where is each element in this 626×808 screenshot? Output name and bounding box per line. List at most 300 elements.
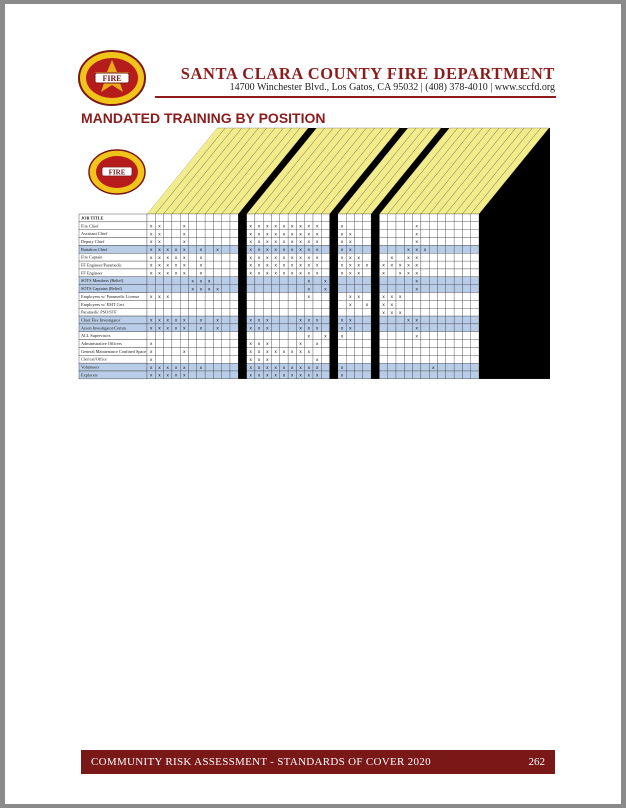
training-required-mark: x bbox=[315, 271, 319, 277]
training-required-mark: x bbox=[149, 248, 153, 253]
training-required-mark: x bbox=[291, 365, 294, 371]
job-title-label: Deputy Chief bbox=[81, 238, 105, 244]
training-required-mark: x bbox=[357, 255, 360, 261]
job-title-label: FF Engineer bbox=[81, 270, 103, 276]
matrix-cell bbox=[355, 222, 363, 230]
matrix-cell bbox=[421, 355, 429, 363]
matrix-cell bbox=[305, 300, 313, 308]
matrix-cell bbox=[255, 293, 263, 301]
matrix-cell bbox=[429, 300, 437, 308]
header-blank-cell bbox=[205, 214, 213, 222]
training-required-mark: x bbox=[315, 224, 319, 230]
training-required-mark: x bbox=[349, 326, 352, 332]
matrix-cell bbox=[454, 316, 462, 324]
matrix-cell bbox=[379, 277, 387, 285]
matrix-cell bbox=[404, 371, 412, 379]
matrix-cell bbox=[355, 347, 363, 355]
matrix-cell bbox=[180, 300, 188, 308]
matrix-cell bbox=[396, 371, 404, 379]
training-required-mark: x bbox=[266, 357, 269, 363]
job-title-label: ALL Supervisors bbox=[81, 333, 111, 339]
matrix-cell bbox=[230, 261, 238, 269]
matrix-cell bbox=[454, 285, 462, 293]
matrix-cell bbox=[346, 363, 354, 371]
training-required-mark: x bbox=[315, 373, 319, 379]
training-required-mark: x bbox=[324, 279, 327, 285]
matrix-cell bbox=[363, 277, 371, 285]
matrix-cell bbox=[321, 269, 329, 277]
matrix-cell bbox=[338, 293, 346, 301]
training-required-mark: x bbox=[174, 248, 178, 253]
matrix-cell bbox=[155, 277, 163, 285]
header-blank-cell bbox=[255, 214, 263, 222]
matrix-cell bbox=[213, 371, 221, 379]
matrix-cell bbox=[296, 332, 304, 340]
matrix-cell bbox=[321, 253, 329, 261]
matrix-cell bbox=[404, 332, 412, 340]
training-required-mark: x bbox=[390, 255, 394, 261]
job-title-label: Clerical/Office bbox=[81, 356, 107, 362]
matrix-cell bbox=[355, 316, 363, 324]
header-blank-cell bbox=[280, 214, 288, 222]
matrix-cell bbox=[222, 347, 230, 355]
matrix-cell bbox=[421, 363, 429, 371]
matrix-cell bbox=[222, 293, 230, 301]
training-required-mark: x bbox=[158, 263, 161, 269]
matrix-cell bbox=[363, 332, 371, 340]
matrix-cell bbox=[462, 285, 470, 293]
job-title-label: General Maintenance Confined Space bbox=[81, 348, 147, 354]
matrix-cell bbox=[454, 300, 462, 308]
matrix-cell bbox=[446, 293, 454, 301]
matrix-cell bbox=[454, 332, 462, 340]
matrix-cell bbox=[213, 277, 221, 285]
training-required-mark: x bbox=[407, 255, 410, 261]
matrix-cell bbox=[222, 308, 230, 316]
matrix-cell bbox=[272, 316, 280, 324]
matrix-cell bbox=[222, 253, 230, 261]
training-required-mark: x bbox=[340, 326, 344, 332]
matrix-cell bbox=[263, 285, 271, 293]
header-blank-cell bbox=[388, 214, 396, 222]
matrix-cell bbox=[462, 269, 470, 277]
matrix-cell bbox=[363, 355, 371, 363]
matrix-cell bbox=[363, 316, 371, 324]
matrix-cell bbox=[355, 340, 363, 348]
matrix-cell bbox=[230, 253, 238, 261]
matrix-cell bbox=[438, 371, 446, 379]
matrix-cell bbox=[180, 355, 188, 363]
matrix-cell bbox=[213, 300, 221, 308]
training-required-mark: x bbox=[266, 318, 269, 324]
matrix-cell bbox=[280, 316, 288, 324]
matrix-cell bbox=[280, 308, 288, 316]
matrix-cell bbox=[454, 355, 462, 363]
matrix-cell bbox=[197, 371, 205, 379]
matrix-cell bbox=[471, 285, 479, 293]
matrix-cell bbox=[471, 222, 479, 230]
matrix-cell bbox=[180, 332, 188, 340]
matrix-cell bbox=[321, 222, 329, 230]
matrix-cell bbox=[446, 261, 454, 269]
matrix-cell bbox=[263, 277, 271, 285]
matrix-cell bbox=[471, 238, 479, 246]
matrix-cell bbox=[189, 293, 197, 301]
matrix-cell bbox=[222, 332, 230, 340]
training-required-mark: x bbox=[274, 271, 277, 277]
badge-icon bbox=[89, 150, 145, 194]
matrix-cell bbox=[388, 355, 396, 363]
job-title-header: JOB TITLE bbox=[81, 215, 104, 221]
training-required-mark: x bbox=[257, 271, 261, 277]
matrix-cell bbox=[222, 277, 230, 285]
matrix-cell bbox=[346, 347, 354, 355]
training-required-mark: x bbox=[158, 373, 161, 379]
matrix-cell bbox=[471, 363, 479, 371]
matrix-cell bbox=[346, 340, 354, 348]
header-blank-cell bbox=[355, 214, 363, 222]
matrix-cell bbox=[429, 230, 437, 238]
matrix-cell bbox=[355, 363, 363, 371]
job-title-label: SOTS Captains (Relief) bbox=[81, 286, 123, 292]
matrix-cell bbox=[230, 245, 238, 253]
matrix-cell bbox=[189, 245, 197, 253]
matrix-cell bbox=[346, 355, 354, 363]
matrix-cell bbox=[388, 230, 396, 238]
header-blank-cell bbox=[471, 214, 479, 222]
matrix-cell bbox=[429, 253, 437, 261]
matrix-cell bbox=[247, 277, 255, 285]
matrix-cell bbox=[388, 340, 396, 348]
training-required-mark: x bbox=[149, 271, 153, 277]
matrix-cell bbox=[222, 245, 230, 253]
training-required-mark: x bbox=[249, 224, 252, 230]
matrix-cell bbox=[321, 363, 329, 371]
matrix-cell bbox=[172, 293, 180, 301]
matrix-cell bbox=[205, 355, 213, 363]
training-required-mark: x bbox=[257, 350, 261, 356]
matrix-cell bbox=[413, 300, 421, 308]
training-required-mark: x bbox=[266, 248, 269, 253]
training-required-mark: x bbox=[174, 365, 178, 371]
matrix-cell bbox=[413, 363, 421, 371]
matrix-cell bbox=[379, 332, 387, 340]
matrix-cell bbox=[205, 324, 213, 332]
matrix-cell bbox=[462, 355, 470, 363]
training-required-mark: x bbox=[315, 232, 319, 238]
matrix-cell bbox=[255, 285, 263, 293]
matrix-cell bbox=[230, 222, 238, 230]
training-required-mark: x bbox=[291, 232, 294, 238]
training-required-mark: x bbox=[216, 287, 219, 293]
matrix-cell bbox=[313, 347, 321, 355]
matrix-cell bbox=[471, 371, 479, 379]
training-required-mark: x bbox=[249, 263, 252, 269]
document-page bbox=[5, 4, 621, 804]
training-required-mark: x bbox=[299, 350, 302, 356]
training-required-mark: x bbox=[307, 232, 311, 238]
matrix-cell bbox=[396, 253, 404, 261]
training-required-mark: x bbox=[158, 255, 161, 261]
matrix-cell bbox=[222, 363, 230, 371]
matrix-cell bbox=[396, 332, 404, 340]
matrix-cell bbox=[272, 285, 280, 293]
training-required-mark: x bbox=[257, 326, 261, 332]
matrix-cell bbox=[446, 324, 454, 332]
training-required-mark: x bbox=[307, 318, 311, 324]
training-required-mark: x bbox=[199, 326, 203, 332]
matrix-cell bbox=[379, 230, 387, 238]
training-required-mark: x bbox=[291, 248, 294, 253]
matrix-cell bbox=[247, 332, 255, 340]
matrix-cell bbox=[388, 371, 396, 379]
training-required-mark: x bbox=[158, 365, 161, 371]
training-required-mark: x bbox=[307, 279, 311, 285]
training-required-mark: x bbox=[166, 365, 169, 371]
training-required-mark: x bbox=[199, 263, 203, 269]
training-required-mark: x bbox=[282, 271, 286, 277]
matrix-cell bbox=[438, 332, 446, 340]
training-required-mark: x bbox=[274, 373, 277, 379]
matrix-cell bbox=[404, 363, 412, 371]
job-title-label: Assistant Chief bbox=[81, 231, 108, 237]
matrix-cell bbox=[438, 238, 446, 246]
matrix-cell bbox=[205, 238, 213, 246]
training-required-mark: x bbox=[324, 287, 327, 293]
matrix-cell bbox=[421, 316, 429, 324]
training-required-mark: x bbox=[199, 318, 203, 324]
matrix-cell bbox=[446, 222, 454, 230]
matrix-cell bbox=[230, 371, 238, 379]
matrix-cell bbox=[363, 222, 371, 230]
matrix-cell bbox=[396, 347, 404, 355]
matrix-cell bbox=[471, 324, 479, 332]
matrix-cell bbox=[446, 316, 454, 324]
matrix-cell bbox=[272, 300, 280, 308]
training-required-mark: x bbox=[398, 263, 402, 269]
matrix-cell bbox=[462, 261, 470, 269]
training-required-mark: x bbox=[415, 224, 418, 230]
training-required-mark: x bbox=[307, 287, 311, 293]
matrix-cell bbox=[388, 316, 396, 324]
matrix-cell bbox=[454, 230, 462, 238]
matrix-cell bbox=[438, 285, 446, 293]
matrix-cell bbox=[197, 222, 205, 230]
matrix-cell bbox=[164, 355, 172, 363]
matrix-cell bbox=[363, 340, 371, 348]
training-required-mark: x bbox=[149, 326, 153, 332]
matrix-cell bbox=[438, 222, 446, 230]
matrix-cell bbox=[462, 340, 470, 348]
training-required-mark: x bbox=[315, 326, 319, 332]
matrix-cell bbox=[189, 269, 197, 277]
matrix-cell bbox=[164, 347, 172, 355]
training-required-mark: x bbox=[183, 248, 186, 253]
training-required-mark: x bbox=[291, 255, 294, 261]
matrix-cell bbox=[363, 269, 371, 277]
matrix-cell bbox=[355, 277, 363, 285]
training-required-mark: x bbox=[307, 365, 311, 371]
matrix-cell bbox=[205, 316, 213, 324]
matrix-cell bbox=[180, 308, 188, 316]
matrix-cell bbox=[438, 230, 446, 238]
training-required-mark: x bbox=[183, 365, 186, 371]
training-required-mark: x bbox=[174, 318, 178, 324]
training-required-mark: x bbox=[199, 255, 203, 261]
matrix-cell bbox=[429, 347, 437, 355]
training-required-mark: x bbox=[174, 263, 178, 269]
training-required-mark: x bbox=[315, 342, 319, 348]
matrix-cell bbox=[272, 340, 280, 348]
matrix-cell bbox=[230, 308, 238, 316]
training-required-mark: x bbox=[282, 365, 286, 371]
matrix-cell bbox=[429, 238, 437, 246]
matrix-cell bbox=[280, 340, 288, 348]
matrix-cell bbox=[305, 355, 313, 363]
matrix-cell bbox=[189, 222, 197, 230]
job-title-label: Employees w/ Paramedic License bbox=[81, 293, 140, 299]
matrix-cell bbox=[313, 332, 321, 340]
training-required-mark: x bbox=[266, 232, 269, 238]
matrix-cell bbox=[263, 293, 271, 301]
matrix-cell bbox=[205, 363, 213, 371]
training-required-mark: x bbox=[398, 310, 402, 316]
matrix-cell bbox=[189, 324, 197, 332]
training-required-mark: x bbox=[349, 318, 352, 324]
matrix-cell bbox=[438, 363, 446, 371]
training-required-mark: x bbox=[407, 263, 410, 269]
training-required-mark: x bbox=[274, 255, 277, 261]
matrix-cell bbox=[230, 300, 238, 308]
matrix-cell bbox=[355, 285, 363, 293]
training-required-mark: x bbox=[340, 365, 344, 371]
training-required-mark: x bbox=[282, 263, 286, 269]
training-required-mark: x bbox=[382, 302, 385, 308]
matrix-cell bbox=[421, 371, 429, 379]
matrix-cell bbox=[438, 347, 446, 355]
training-required-mark: x bbox=[149, 295, 153, 301]
training-required-mark: x bbox=[149, 342, 153, 348]
training-required-mark: x bbox=[307, 263, 311, 269]
job-title-label: Administrative Officers bbox=[81, 341, 122, 346]
matrix-cell bbox=[438, 324, 446, 332]
matrix-cell bbox=[379, 238, 387, 246]
training-required-mark: x bbox=[257, 365, 261, 371]
training-required-mark: x bbox=[299, 365, 302, 371]
training-required-mark: x bbox=[208, 287, 211, 293]
matrix-cell bbox=[272, 332, 280, 340]
training-required-mark: x bbox=[340, 248, 344, 253]
header-blank-cell bbox=[247, 214, 255, 222]
matrix-cell bbox=[213, 230, 221, 238]
training-required-mark: x bbox=[299, 232, 302, 238]
matrix-cell bbox=[471, 253, 479, 261]
training-required-mark: x bbox=[382, 295, 385, 301]
matrix-cell bbox=[263, 332, 271, 340]
training-required-mark: x bbox=[307, 271, 311, 277]
matrix-cell bbox=[421, 293, 429, 301]
matrix-cell bbox=[421, 285, 429, 293]
header-blank-cell bbox=[305, 214, 313, 222]
training-required-mark: x bbox=[274, 240, 277, 246]
training-required-mark: x bbox=[166, 248, 169, 253]
department-name: SANTA CLARA COUNTY FIRE DEPARTMENT bbox=[180, 64, 555, 83]
training-required-mark: x bbox=[166, 295, 169, 301]
matrix-cell bbox=[205, 347, 213, 355]
department-address: 14700 Winchester Blvd., Los Gatos, CA 95032 | (408) 378-4010 | www.sccfd.org bbox=[229, 82, 555, 93]
matrix-cell bbox=[396, 300, 404, 308]
training-required-mark: x bbox=[307, 224, 311, 230]
matrix-cell bbox=[379, 285, 387, 293]
header-blank-cell bbox=[379, 214, 387, 222]
header-blank-cell bbox=[313, 214, 321, 222]
matrix-cell bbox=[164, 300, 172, 308]
matrix-cell bbox=[446, 277, 454, 285]
header-blank-cell bbox=[172, 214, 180, 222]
training-required-mark: x bbox=[398, 271, 402, 277]
training-required-mark: x bbox=[249, 232, 252, 238]
training-required-mark: x bbox=[349, 240, 352, 246]
matrix-cell bbox=[438, 293, 446, 301]
group-separator bbox=[238, 214, 246, 379]
training-required-mark: x bbox=[249, 240, 252, 246]
matrix-cell bbox=[155, 340, 163, 348]
matrix-cell bbox=[421, 238, 429, 246]
matrix-cell bbox=[438, 355, 446, 363]
matrix-cell bbox=[213, 293, 221, 301]
matrix-cell bbox=[313, 277, 321, 285]
training-required-mark: x bbox=[199, 287, 203, 293]
matrix-cell bbox=[471, 316, 479, 324]
training-required-mark: x bbox=[307, 240, 311, 246]
training-required-mark: x bbox=[174, 255, 178, 261]
matrix-cell bbox=[230, 332, 238, 340]
training-required-mark: x bbox=[158, 224, 161, 230]
training-required-mark: x bbox=[266, 350, 269, 356]
matrix-cell bbox=[263, 300, 271, 308]
matrix-cell bbox=[222, 371, 230, 379]
training-required-mark: x bbox=[249, 318, 252, 324]
matrix-cell bbox=[404, 238, 412, 246]
training-required-mark: x bbox=[166, 318, 169, 324]
training-required-mark: x bbox=[291, 240, 294, 246]
matrix-cell bbox=[197, 238, 205, 246]
matrix-cell bbox=[363, 371, 371, 379]
matrix-cell bbox=[164, 332, 172, 340]
matrix-cell bbox=[288, 332, 296, 340]
training-required-mark: x bbox=[299, 326, 302, 332]
training-required-mark: x bbox=[291, 373, 294, 379]
matrix-cell bbox=[438, 308, 446, 316]
matrix-cell bbox=[247, 300, 255, 308]
matrix-cell bbox=[180, 340, 188, 348]
matrix-cell bbox=[305, 308, 313, 316]
matrix-cell bbox=[313, 300, 321, 308]
matrix-cell bbox=[355, 300, 363, 308]
training-required-mark: x bbox=[282, 232, 286, 238]
training-required-mark: x bbox=[274, 248, 277, 253]
training-required-mark: x bbox=[249, 350, 252, 356]
training-required-mark: x bbox=[249, 365, 252, 371]
matrix-cell bbox=[155, 308, 163, 316]
matrix-cell bbox=[230, 355, 238, 363]
training-required-mark: x bbox=[415, 287, 418, 293]
header-blank-cell bbox=[429, 214, 437, 222]
matrix-cell bbox=[429, 261, 437, 269]
matrix-cell bbox=[222, 261, 230, 269]
matrix-cell bbox=[429, 293, 437, 301]
header-blank-cell bbox=[189, 214, 197, 222]
